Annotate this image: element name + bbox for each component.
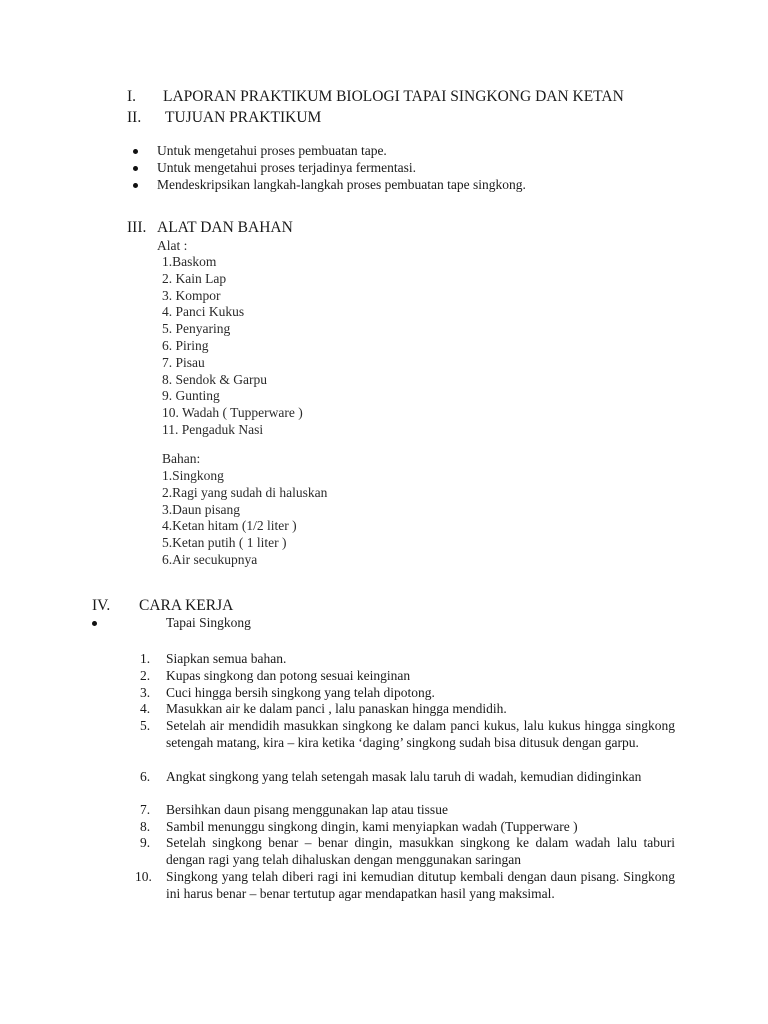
bahan-item: 2.Ragi yang sudah di haluskan xyxy=(162,485,328,500)
document-page: I. LAPORAN PRAKTIKUM BIOLOGI TAPAI SINGKONG DAN KETAN II. TUJUAN PRAKTIKUM Untuk mengetahui proses pembuatan tape. Untuk mengetahui proses terjadinya fermentasi. Mendeskripsikan langkah-langkah proses pembuatan tape singkong. III. ALAT DAN BAHAN Alat : 1.Baskom 2. Kain Lap 3. Kompor 4. Panci Kukus 5. Penyaring 6. Piring 7. Pisau 8. Sendok & Garpu 9. Gunting 10. Wadah ( Tupperware ) 11. Pengaduk Nasi Bahan: 1.Singkong 2.Ragi yang sudah di haluskan 3.Daun pisang 4.Ketan hitam (1/2 liter ) 5.Ketan putih ( 1 liter ) 6.Air secukupnya IV. CARA KERJA Tapai Singkong 1. Siapkan semua bahan. 2. Kupas singkong dan potong sesuai keinginan 3. Cuci hingga bersih singkong yang telah dipotong. 4. Masukkan air ke dalam panci , lalu panaskan hingga mendidih. 5. Setelah air mendidih masukkan singkong ke dalam panci kukus, lalu kukus hingga singkong setengah matang, kira – kira ketika ‘daging’ singkong sudah bisa ditusuk dengan garpu. 6. Angkat singkong yang telah setengah masak lalu taruh di wadah, kemudian didinginkan 7. Bersihkan daun pisang menggunakan lap atau tissue 8. Sambil menunggu singkong dingin, kami menyiapkan wadah (Tupperware ) 9. Setelah singkong benar – benar dingin, masukkan singkong ke dalam wadah lalu taburi dengan ragi yang telah dihaluskan dengan menggunakan saringan 10. Singkong yang telah diberi ragi ini kemudian ditutup kembali dengan daun pisang. Singkong ini harus benar – benar tertutup agar mendapatkan hasil yang maksimal. xyxy=(92,88,675,901)
step-item: 3. Cuci hingga bersih singkong yang telah dipotong. xyxy=(140,685,435,700)
bahan-item: 3.Daun pisang xyxy=(162,502,240,517)
section-3-heading xyxy=(127,219,293,237)
alat-item: 11. Pengaduk Nasi xyxy=(162,422,264,437)
alat-item: 9. Gunting xyxy=(162,388,220,403)
bullet-icon xyxy=(92,621,97,626)
bullet-icon xyxy=(133,149,138,154)
section-1-heading xyxy=(127,88,624,106)
alat-item: 10. Wadah ( Tupperware ) xyxy=(162,405,303,420)
section-1-numeral: I. xyxy=(127,88,137,105)
alat-item: 8. Sendok & Garpu xyxy=(162,372,267,387)
bahan-item: 1.Singkong xyxy=(162,468,224,483)
alat-item: 1.Baskom xyxy=(162,254,217,269)
alat-item: 6. Piring xyxy=(162,338,209,353)
step-item: 6. Angkat singkong yang telah setengah masak lalu taruh di wadah, kemudian didinginkan xyxy=(140,769,642,784)
step-item: 9. Setelah singkong benar – benar dingin, masukkan singkong ke dalam wadah lalu taburi dengan ragi yang telah dihaluskan dengan menggunakan saringan xyxy=(140,835,675,867)
bahan-item: 5.Ketan putih ( 1 liter ) xyxy=(162,535,287,550)
section-1-title: LAPORAN PRAKTIKUM BIOLOGI TAPAI SINGKONG DAN KETAN xyxy=(163,88,624,105)
section-2-title: TUJUAN PRAKTIKUM xyxy=(165,109,322,126)
step-item: 7. Bersihkan daun pisang menggunakan lap atau tissue xyxy=(140,802,448,817)
alat-item: 5. Penyaring xyxy=(162,321,231,336)
subheading-label: Tapai Singkong xyxy=(166,615,251,630)
step-item: 2. Kupas singkong dan potong sesuai keinginan xyxy=(140,668,411,683)
section-3-numeral: III. xyxy=(127,219,147,236)
bahan-item: 4.Ketan hitam (1/2 liter ) xyxy=(162,518,297,533)
alat-item: 3. Kompor xyxy=(162,288,221,303)
alat-item: 7. Pisau xyxy=(162,355,205,370)
alat-item: 2. Kain Lap xyxy=(162,271,227,286)
section-4-title: CARA KERJA xyxy=(139,597,234,614)
step-item: 8. Sambil menunggu singkong dingin, kami menyiapkan wadah (Tupperware ) xyxy=(140,819,578,834)
bullet-icon xyxy=(133,183,138,188)
step-item: 4. Masukkan air ke dalam panci , lalu panaskan hingga mendidih. xyxy=(140,701,507,716)
bahan-item: 6.Air secukupnya xyxy=(162,552,258,567)
step-item: 1. Siapkan semua bahan. xyxy=(140,651,287,666)
bullet-icon xyxy=(133,166,138,171)
section-2-numeral: II. xyxy=(127,109,142,126)
alat-label: Alat : xyxy=(157,238,188,253)
step-item: 10. Singkong yang telah diberi ragi ini kemudian ditutup kembali dengan daun pisang. Singkong ini harus benar – benar tertutup agar mendapatkan hasil yang maksimal. xyxy=(135,869,675,901)
section-4-numeral: IV. xyxy=(92,597,111,614)
section-2-heading xyxy=(127,109,321,127)
section-4-heading xyxy=(92,597,233,615)
alat-item: 4. Panci Kukus xyxy=(162,304,245,319)
bahan-label: Bahan: xyxy=(162,451,201,466)
section-3-title: ALAT DAN BAHAN xyxy=(157,219,293,236)
step-item: 5. Setelah air mendidih masukkan singkong ke dalam panci kukus, lalu kukus hingga singkong setengah matang, kira – kira ketika ‘daging’ singkong sudah bisa ditusuk dengan garpu. xyxy=(140,718,675,750)
